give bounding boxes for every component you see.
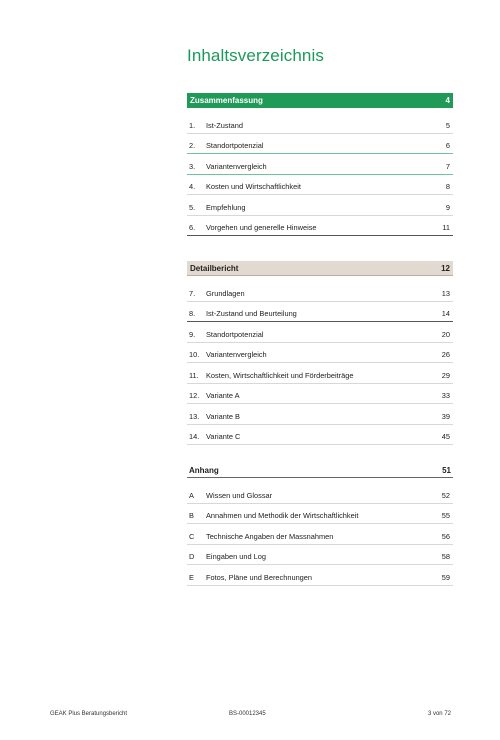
toc-entry[interactable] [187,343,453,364]
toc-entry-label: Vorgehen und generelle Hinweise [206,223,317,232]
toc-entry[interactable] [187,216,453,237]
toc-entry-label: Annahmen und Methodik der Wirtschaftlichkeit [206,511,359,520]
toc-entry-label: Kosten, Wirtschaftlichkeit und Förderbeiträge [206,370,354,380]
toc-entry-number: 11. [189,370,199,380]
toc-section-zusammenfassung [187,93,453,236]
footer-document-name: GEAK Plus Beratungsbericht [50,711,128,717]
toc-entry[interactable] [187,281,453,302]
toc-entry[interactable] [187,425,453,446]
toc-entry-number: 7. [189,288,196,298]
toc-entry-label: Variantenvergleich [206,161,267,171]
toc-entry-number: C [189,531,195,541]
toc-entry-label: Standortpotenzial [206,329,264,339]
toc-entry-number: 10. [189,350,200,359]
section-header-page: 12 [441,263,450,273]
toc-entry-number: D [189,552,195,561]
toc-entry-number: 6. [189,223,196,232]
toc-entry-label: Variante C [206,432,241,441]
toc-entry[interactable] [187,302,453,323]
toc-entry-label: Variantenvergleich [206,350,267,359]
toc-entry-label: Kosten und Wirtschaftlichkeit [206,182,301,191]
toc-entry-page: 45 [441,432,450,441]
toc-entry-label: Eingaben und Log [206,552,267,561]
page-footer [0,711,500,721]
toc-entry-page: 13 [441,288,450,298]
toc-entry-number: 3. [189,161,196,171]
toc-entry-page: 7 [445,161,450,171]
toc-entry-number: A [189,490,194,500]
toc-entry[interactable] [187,404,453,425]
toc-section-header[interactable] [187,463,453,478]
toc-entry-label: Grundlagen [206,288,245,298]
toc-entry-label: Technische Angaben der Massnahmen [206,531,334,541]
toc-entry-page: 56 [441,531,450,541]
toc-entry-label: Empfehlung [206,202,246,212]
toc-entry-page: 9 [445,202,450,212]
toc-entry[interactable] [187,384,453,405]
footer-page-number: 3 von 72 [427,711,451,717]
toc-entry[interactable] [187,134,453,155]
toc-entry-page: 52 [441,490,450,500]
toc-entry-page: 29 [441,370,450,380]
toc-entry[interactable] [187,113,453,134]
section-header-page: 51 [442,465,451,475]
toc-entry[interactable] [187,504,453,525]
section-header-label: Zusammenfassung [190,96,263,105]
toc-entry-label: Fotos, Pläne und Berechnungen [206,572,313,582]
toc-entry[interactable] [187,195,453,216]
toc-entry[interactable] [187,524,453,545]
toc-entry-label: Variante B [206,411,240,421]
toc-entry-page: 55 [441,511,450,520]
toc-entry-page: 14 [441,309,450,318]
toc-entry-label: Variante A [206,391,240,400]
toc-entry-number: 9. [189,329,196,339]
toc-entry[interactable] [187,545,453,566]
toc-entry-page: 33 [441,391,450,400]
page-title: Inhaltsverzeichnis [187,46,324,65]
toc-entry-page: 8 [445,182,450,191]
toc-entry-number: 12. [189,391,200,400]
toc-entry-number: B [189,511,194,520]
toc-section-header[interactable] [187,93,453,108]
toc-entry-page: 11 [442,223,450,232]
toc-entry-number: 8. [189,309,196,318]
toc-entry-number: 13. [189,411,200,421]
toc-entry-page: 5 [445,120,450,130]
toc-entry-number: 1. [189,120,196,130]
toc-entry-number: 2. [189,141,196,150]
toc-entry-number: 14. [189,432,200,441]
section-header-label: Detailbericht [190,263,239,273]
toc-entry-label: Ist-Zustand und Beurteilung [206,309,297,318]
toc-entry-number: 4. [189,182,196,191]
toc-entry-page: 6 [445,141,450,150]
toc-entry-page: 39 [441,411,450,421]
toc-entry-page: 20 [441,329,450,339]
toc-entry-number: E [189,572,194,582]
toc-section-header[interactable] [187,261,453,276]
section-header-page: 4 [445,96,450,105]
toc-entry-page: 58 [441,552,450,561]
toc-entry-number: 5. [189,202,196,212]
footer-document-id: BS-00012345 [229,711,266,717]
toc-entry[interactable] [187,363,453,384]
toc-entry[interactable] [187,322,453,343]
toc-entry[interactable] [187,175,453,196]
toc-entry-page: 26 [441,350,450,359]
toc-entry-page: 59 [441,572,450,582]
toc-section-detailbericht [187,261,453,445]
toc-section-anhang [187,463,453,586]
toc-entry[interactable] [187,154,453,175]
toc-entry[interactable] [187,565,453,586]
toc-entry-label: Wissen und Glossar [206,490,273,500]
toc-entry-label: Standortpotenzial [206,141,264,150]
toc-entry[interactable] [187,483,453,504]
section-header-label: Anhang [189,465,219,475]
toc-entry-label: Ist-Zustand [206,120,243,130]
